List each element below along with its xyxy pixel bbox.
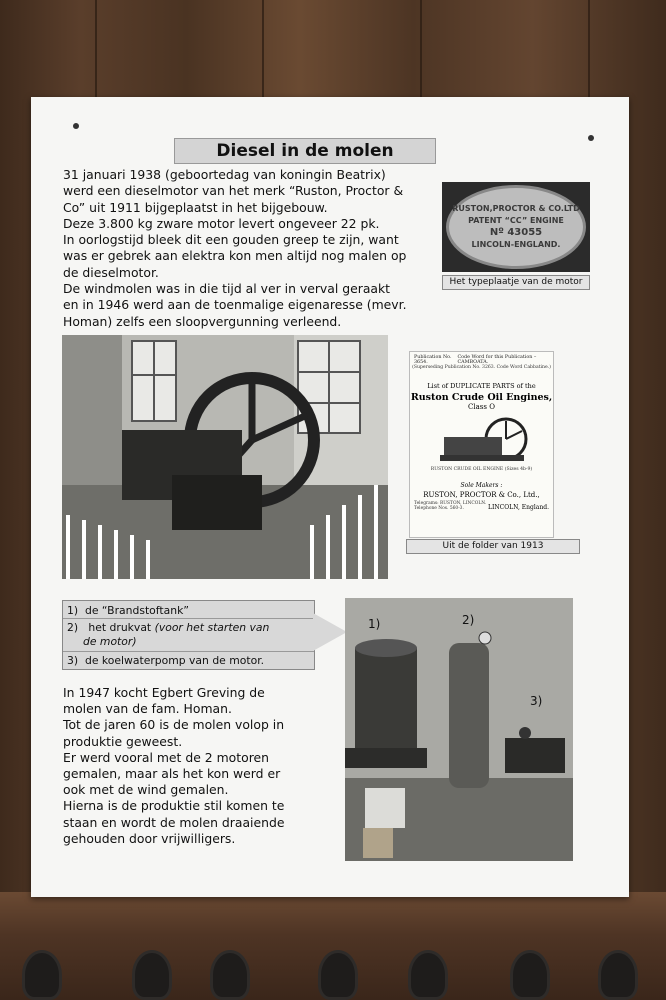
poster-title: Diesel in de molen	[174, 138, 436, 164]
folder-engines: Ruston Crude Oil Engines,	[410, 392, 553, 403]
engine-drawing	[410, 411, 551, 467]
list-item: 3) de koelwaterpomp van de motor.	[67, 654, 265, 667]
plate-city: LINCOLN-ENGLAND.	[471, 240, 561, 249]
history-line: molen van de fam. Homan.	[63, 701, 232, 717]
intro-line: Deze 3.800 kg zware motor levert ongeveer 22 pk.	[63, 215, 380, 231]
photo-label-3: 3)	[530, 694, 543, 708]
intro-line: de dieselmotor.	[63, 264, 159, 280]
wrench-hook-icon	[408, 950, 448, 1000]
tanks-illustration	[345, 598, 573, 861]
history-text	[63, 685, 333, 847]
folder-telegrams: Telegrams: RUSTON, LINCOLN.	[414, 501, 487, 506]
pin-icon	[73, 123, 79, 129]
history-line: gemalen, maar als het kon werd er	[63, 766, 281, 782]
intro-line: De windmolen was in die tijd al ver in verval geraakt	[63, 281, 391, 297]
list-item: 2) het drukvat (voor het starten van	[67, 621, 270, 634]
intro-line: werd een dieselmotor van het merk “Ruston, Proctor &	[63, 183, 404, 199]
photo-label-1: 1)	[368, 617, 381, 631]
engine-room-photo	[62, 335, 388, 579]
history-line: produktie geweest.	[63, 733, 183, 749]
tanks-photo	[345, 598, 573, 861]
folder-superseding: (Superseding Publication No. 3263. Code Word Cabbatine.)	[412, 365, 551, 370]
folder-pub-no: Publication No. 3654.	[414, 355, 452, 365]
folder-caption: Uit de folder van 1913	[406, 539, 580, 554]
folder-engine-caption: RUSTON CRUDE OIL ENGINE (Sizes 4b-9)	[430, 467, 533, 472]
intro-line: Homan) zelfs een sloopvergunning verleend.	[63, 313, 342, 329]
folder-sole-makers: Sole Makers :	[460, 482, 503, 489]
history-line: ook met de wind gemalen.	[63, 782, 229, 798]
info-poster	[31, 97, 629, 897]
plate-patent: PATENT “CC” ENGINE	[468, 216, 564, 225]
engine-room-illustration	[62, 335, 388, 579]
intro-line: en in 1946 werd aan de toenmalige eigenaresse (mevr.	[63, 297, 407, 313]
history-line: Tot de jaren 60 is de molen volop in	[63, 717, 285, 733]
folder-maker: RUSTON, PROCTOR & Co., Ltd.,	[423, 491, 540, 499]
folder-page	[409, 351, 554, 538]
type-plate	[446, 185, 586, 269]
intro-line: was er gebrek aan elektra kon men altijd nog malen op	[63, 248, 407, 264]
wrench-hook-icon	[598, 950, 638, 1000]
wrench-hook-icon	[318, 950, 358, 1000]
history-line: In 1947 kocht Egbert Greving de	[63, 685, 265, 700]
folder-code-word: Code Word for this Publication – CAMBOATA.	[457, 355, 537, 365]
history-line: gehouden door vrijwilligers.	[63, 830, 236, 846]
plate-caption: Het typeplaatje van de motor	[442, 275, 590, 290]
arrow-right-icon	[313, 613, 347, 651]
plate-number: Nº 43055	[489, 227, 543, 238]
intro-line: In oorlogstijd bleek dit een gouden greep te zijn, want	[63, 232, 399, 248]
intro-line: 31 januari 1938 (geboortedag van koningin Beatrix)	[63, 167, 386, 182]
plate-maker: RUSTON,PROCTOR & CO.LTD	[452, 204, 580, 213]
history-line: Er werd vooral met de 2 motoren	[63, 749, 269, 765]
folder-telephone: Telephone Nos. 560-3.	[414, 506, 464, 511]
history-line: staan en wordt de molen draaiende	[63, 814, 285, 830]
wrench-hook-icon	[210, 950, 250, 1000]
wrench-hook-icon	[132, 950, 172, 1000]
wrench-hook-icon	[22, 950, 62, 1000]
history-line: Hierna is de produktie stil komen te	[63, 798, 285, 814]
folder-city: LINCOLN, England.	[488, 504, 549, 511]
wrench-hook-icon	[510, 950, 550, 1000]
list-item: 1) de “Brandstoftank”	[67, 604, 189, 617]
type-plate-photo	[442, 182, 590, 272]
folder-list-of: List of DUPLICATE PARTS of the	[427, 382, 536, 390]
photo-label-2: 2)	[462, 613, 475, 627]
intro-line: Co” uit 1911 bijgeplaatst in het bijgebouw.	[63, 199, 328, 215]
parts-list	[62, 600, 315, 670]
folder-class: Class O	[468, 403, 495, 411]
list-item: de motor)	[83, 635, 137, 648]
pin-icon	[588, 135, 594, 141]
intro-text	[63, 167, 441, 330]
